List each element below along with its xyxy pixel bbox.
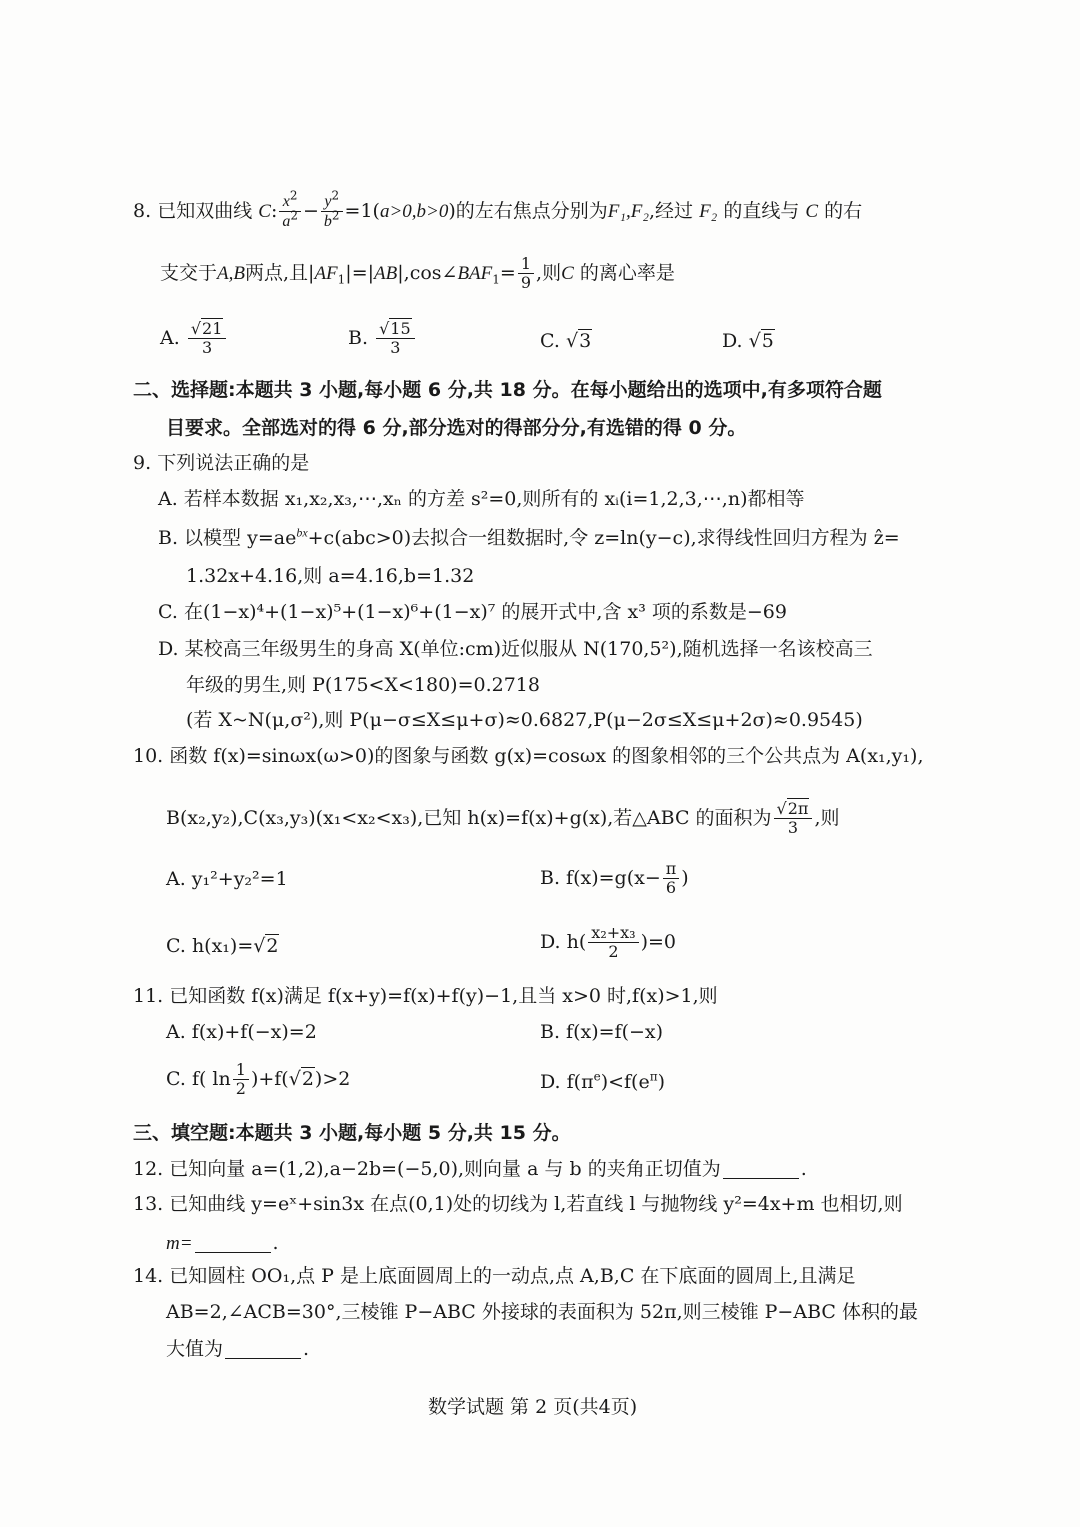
q8-line1: 8. 已知双曲线 C: $\frac{x^2}{a^2}$ − $\frac{y^2}{b^2}$ =1(a>0,b>0)的左右焦点分别为F₁,F₂,经过 F₂ 的直线与 C 的右 bbox=[133, 188, 863, 231]
q8-curve-label-2: C bbox=[805, 200, 819, 222]
q14-line1: 14. 已知圆柱 OO₁,点 P 是上底面圆周上的一动点,点 A,B,C 在下底面的圆周上,且满足 bbox=[133, 1265, 856, 1287]
q11-option-d: D. $f(\pi^e)<f(e^\pi)$ bbox=[540, 1069, 666, 1093]
q8-text5: 的右 bbox=[824, 199, 863, 222]
q8-option-b: B. $\frac{√15}{3}$ bbox=[348, 320, 417, 358]
q13-answer-blank[interactable] bbox=[195, 1233, 271, 1253]
q8-l2f: ,则 bbox=[536, 261, 562, 284]
q8-line2: 支交于A,B两点,且$|AF_1|=|AB|,\cos\angle BAF_1=$ $\frac{1}{9}$ ,则C 的离心率是 bbox=[160, 254, 675, 293]
section3-heading: 三、填空题:本题共 3 小题,每小题 5 分,共 15 分。 bbox=[133, 1122, 571, 1144]
q8-frac-x: $\frac{x^2}{a^2}$ bbox=[279, 192, 301, 232]
q9-option-d: D. 某校高三年级男生的身高 X(单位:cm)近似服从 N(170,5²),随机选择一名该校高三 bbox=[158, 638, 873, 660]
q8-l2d: |,cos∠ bbox=[397, 261, 458, 284]
q10-option-a: A. y₁²+y₂²=1 bbox=[166, 868, 288, 890]
q8-l2b: 两点,且| bbox=[244, 261, 315, 284]
q14-line2: AB=2,∠ACB=30°,三棱锥 P−ABC 外接球的表面积为 52π,则三棱锥 P−ABC 体积的最 bbox=[166, 1301, 918, 1323]
q8-text4: 的直线与 bbox=[723, 199, 800, 222]
q13-line2: m= . bbox=[166, 1232, 279, 1254]
q8-l2c: |=| bbox=[345, 261, 375, 284]
q8-option-c: C. √3 bbox=[540, 330, 592, 352]
q11-stem: 11. 已知函数 f(x)满足 f(x+y)=f(x)+f(y)−1,且当 x>0 时,f(x)>1,则 bbox=[133, 985, 718, 1007]
q8-l2a: 支交于 bbox=[160, 261, 218, 284]
q10-line1: 10. 函数 f(x)=sinωx(ω>0)的图象与函数 g(x)=cosωx 的图象相邻的三个公共点为 A(x₁,y₁), bbox=[133, 745, 924, 767]
q8-option-d: D. √5 bbox=[722, 330, 774, 352]
q8-text3: ,经过 bbox=[648, 199, 694, 222]
q8-text2: )的左右焦点分别为 bbox=[448, 199, 608, 222]
section2-heading-2: 目要求。全部选对的得 6 分,部分选对的得部分分,有选错的得 0 分。 bbox=[166, 417, 747, 439]
q8-ab2: AB bbox=[374, 262, 398, 284]
q8-text: 已知双曲线 bbox=[157, 199, 253, 222]
q8-l2e: = bbox=[499, 261, 516, 284]
q8-f2: F₂ bbox=[699, 200, 718, 222]
q10-option-c: C. h(x₁)=√2 bbox=[166, 935, 279, 957]
q14-answer-blank[interactable] bbox=[225, 1339, 301, 1359]
q8-ab: A,B bbox=[217, 262, 245, 284]
q8-cos-frac: $\frac{1}{9}$ bbox=[518, 255, 534, 293]
q10-line2: B(x₂,y₂),C(x₃,y₃)(x₁<x₂<x₃),已知 h(x)=f(x)+g(x),若△ABC 的面积为 $\frac{√2\pi}{3}$ ,则 bbox=[166, 799, 840, 838]
q9-option-c: C. 在(1−x)⁴+(1−x)⁵+(1−x)⁶+(1−x)⁷ 的展开式中,含 x³ 项的系数是−69 bbox=[158, 601, 787, 623]
q9-stem: 9. 下列说法正确的是 bbox=[133, 452, 310, 474]
q12-line: 12. 已知向量 a=(1,2),a−2b=(−5,0),则向量 a 与 b 的夹角正切值为 . bbox=[133, 1158, 807, 1180]
q9-option-a: A. 若样本数据 x₁,x₂,x₃,⋯,xₙ 的方差 s²=0,则所有的 xᵢ(i=1,2,3,⋯,n)都相等 bbox=[158, 488, 805, 510]
q8-curve-label-3: C bbox=[561, 262, 574, 284]
q9-option-b-cont: 1.32x+4.16,则 a=4.16,b=1.32 bbox=[186, 565, 475, 587]
q13-line1: 13. 已知曲线 y=eˣ+sin3x 在点(0,1)处的切线为 l,若直线 l 与抛物线 y²=4x+m 也相切,则 bbox=[133, 1193, 903, 1215]
q12-answer-blank[interactable] bbox=[723, 1159, 799, 1179]
q11-option-c: C. f( ln $\frac{1}{2}$ )+f(√2)>2 bbox=[166, 1060, 351, 1099]
q8-frac-y: $\frac{y^2}{b^2}$ bbox=[321, 192, 343, 232]
q8-l2g: 的离心率是 bbox=[579, 261, 675, 284]
q9-option-d-note: (若 X~N(μ,σ²),则 P(μ−σ≤X≤μ+σ)≈0.6827,P(μ−2σ≤X≤μ+2σ)≈0.9545) bbox=[186, 709, 863, 731]
q8-eq: =1( bbox=[344, 199, 380, 222]
section2-heading: 二、选择题:本题共 3 小题,每小题 6 分,共 18 分。在每小题给出的选项中,有多项符合题 bbox=[133, 379, 882, 401]
q9-option-b: B. 以模型 $y=ae^{bx}+c(abc>0)$去拟合一组数据时,令 z=ln(y−c),求得线性回归方程为 ẑ= bbox=[158, 525, 900, 549]
q10-area-frac: $\frac{√2\pi}{3}$ bbox=[774, 800, 813, 838]
page-footer: 数学试题 第 2 页(共4页) bbox=[428, 1396, 638, 1418]
q11-option-a: A. f(x)+f(−x)=2 bbox=[166, 1021, 317, 1043]
q8-number: 8. bbox=[133, 199, 152, 222]
q8-cond: a>0,b>0 bbox=[379, 200, 449, 222]
q10-option-b: B. f(x)=g(x− $\frac{\pi}{6}$ ) bbox=[540, 859, 689, 898]
q8-foci: F₁,F₂ bbox=[607, 200, 649, 222]
q8-option-a: A. $\frac{√21}{3}$ bbox=[160, 320, 228, 358]
q10-option-d: D. h( $\frac{\text{x₂+x₃}}{2}$ )=0 bbox=[540, 923, 676, 962]
q9-option-d-cont: 年级的男生,则 P(175<X<180)=0.2718 bbox=[186, 674, 540, 696]
q14-line3: 大值为 . bbox=[166, 1338, 310, 1360]
q8-curve-label: C bbox=[258, 200, 271, 222]
q8-baf: BAF bbox=[457, 262, 493, 284]
q8-af1: AF bbox=[314, 262, 338, 284]
q11-option-b: B. f(x)=f(−x) bbox=[540, 1021, 664, 1043]
